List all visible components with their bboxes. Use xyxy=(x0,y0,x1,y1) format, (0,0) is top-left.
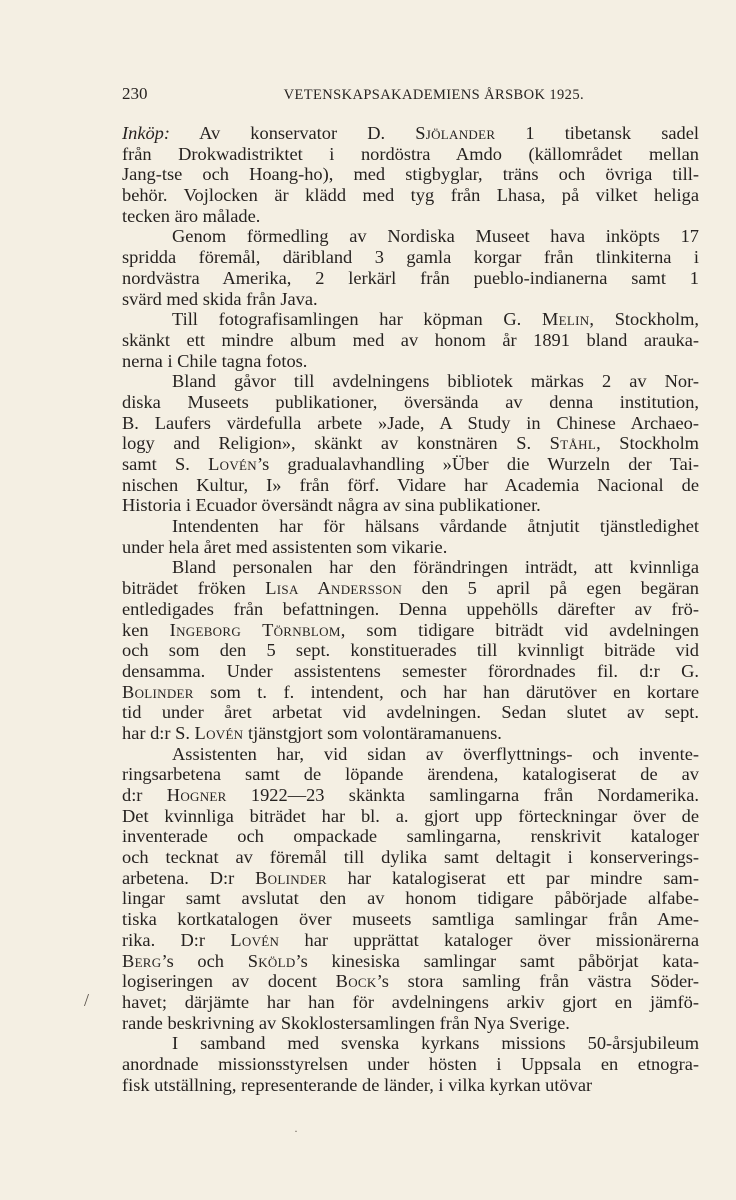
name-small-caps: Sköld xyxy=(247,950,296,971)
name-small-caps: Lovén xyxy=(208,454,257,474)
text-run: densamma. Under assistentens semester förordnades fil. d:r G. xyxy=(122,660,699,681)
text-line xyxy=(122,371,699,392)
text-run: 1 tibetansk sadel xyxy=(495,123,699,143)
name-small-caps: Ståhl xyxy=(549,433,597,454)
page-number: 230 xyxy=(122,84,148,103)
text-run: , Stockholm, xyxy=(589,309,699,330)
text-run: biträdet fröken xyxy=(122,578,266,599)
text-run: Bland gåvor till avdelningens bibliotek märkas 2 av Nor- xyxy=(172,371,699,392)
text-run: ’s gradualavhandling »Über die Wurzeln der Tai- xyxy=(256,454,699,474)
text-run: I samband med svenska kyrkans missions 50-årsjubileum xyxy=(172,1033,699,1054)
text-run: ’s kinesiska samlingar samt påbörjat kata- xyxy=(295,950,699,971)
text-line xyxy=(122,599,699,620)
bottom-dot-mark: · xyxy=(294,1124,298,1138)
text-line xyxy=(122,764,699,785)
text-run: Av konservator D. xyxy=(170,123,416,143)
text-line xyxy=(122,744,699,765)
name-small-caps: Bolinder xyxy=(255,867,327,888)
text-run: den 5 april på egen begäran xyxy=(402,578,699,599)
text-line xyxy=(122,495,699,516)
text-run: Det kvinnliga biträdet har bl. a. gjort upp förteckningar över de xyxy=(122,805,699,826)
text-line xyxy=(122,702,699,723)
text-line xyxy=(122,330,699,351)
name-small-caps: Ingeborg Törnblom xyxy=(169,619,341,640)
text-line xyxy=(122,413,699,434)
text-run: arbetena. D:r xyxy=(122,867,256,888)
text-run: havet; därjämte har han för avdelningens arkiv gjort en jämfö- xyxy=(122,991,699,1012)
text-run: Intendenten har för hälsans vårdande åtnjutit tjänstledighet xyxy=(172,516,699,537)
text-run: , som tidigare biträdt vid avdelningen xyxy=(340,619,699,640)
text-line xyxy=(122,578,699,599)
text-run: entledigades från befattningen. Denna uppehölls därefter av frö- xyxy=(122,598,699,619)
text-run: och som den 5 sept. konstituerades till kvinnligt biträde vid xyxy=(122,640,699,661)
text-run: logiseringen av docent xyxy=(122,971,336,992)
text-line xyxy=(122,557,699,578)
text-line xyxy=(122,909,699,930)
text-line xyxy=(122,661,699,682)
text-run: ken xyxy=(122,619,170,640)
text-run: logy and Religion», skänkt av konstnären S. xyxy=(122,433,550,454)
text-run: fisk utställning, representerande de länder, i vilka kyrkan utövar xyxy=(122,1074,593,1095)
text-run: spridda föremål, däribland 3 gamla korgar från tlinkiterna i xyxy=(122,247,699,268)
text-run: inventerade och ompackade samlingarna, renskrivit kataloger xyxy=(122,826,699,847)
running-header xyxy=(122,84,584,104)
text-run: rande beskrivning av Skoklostersamlingen från Nya Sverige. xyxy=(122,1012,570,1033)
text-run: tiska kortkatalogen över museets samtliga samlingar från Ame- xyxy=(122,909,699,930)
text-line xyxy=(122,123,699,144)
name-small-caps: Lovén xyxy=(230,929,280,950)
text-run: rika. D:r xyxy=(122,929,231,950)
text-run: som t. f. intendent, och har han därutöver en kortare xyxy=(193,681,699,702)
text-run: nischen Kultur, I» från förf. Vidare har Academia Nacional de xyxy=(122,474,699,495)
text-line xyxy=(122,847,699,868)
text-run: diska Museets publikationer, översända av denna institution, xyxy=(122,391,699,412)
text-line xyxy=(122,868,699,889)
text-line xyxy=(122,309,699,330)
text-run: har katalogiserat ett par mindre sam- xyxy=(326,867,699,888)
text-line xyxy=(122,1054,699,1075)
text-run: 1922—23 skänkta samlingarna från Nordamerika. xyxy=(226,785,699,805)
text-run: från Drokwadistriktet i nordöstra Amdo (källområdet mellan xyxy=(122,143,699,164)
text-line xyxy=(122,1013,699,1034)
running-title: VETENSKAPSAKADEMIENS ÅRSBOK 1925. xyxy=(283,87,584,103)
text-run: ’s och xyxy=(161,950,248,971)
text-line xyxy=(122,1033,699,1054)
text-run: Assistenten har, vid sidan av överflyttnings- och invente- xyxy=(172,743,699,764)
text-line xyxy=(122,144,699,165)
text-line xyxy=(122,516,699,537)
text-run: anordnade missionsstyrelsen under hösten i Uppsala en etnogra- xyxy=(122,1053,699,1074)
text-run: nordvästra Amerika, 2 lerkärl från pueblo-indianerna samt 1 xyxy=(122,267,699,288)
body-text xyxy=(122,123,699,1095)
name-small-caps: Hogner xyxy=(166,785,227,805)
text-run: behör. Vojlocken är klädd med tyg från Lhasa, på vilket heliga xyxy=(122,185,699,206)
text-line xyxy=(122,620,699,641)
text-line xyxy=(122,433,699,454)
text-line xyxy=(122,826,699,847)
text-run: skänkt ett mindre album med av honom år 1891 bland arauka- xyxy=(122,329,699,350)
text-run: Jang-tse och Hoang-ho), med stigbyglar, träns och övriga till- xyxy=(122,164,699,185)
text-line xyxy=(122,537,699,558)
text-line xyxy=(122,185,699,206)
text-line xyxy=(122,888,699,909)
text-line xyxy=(122,247,699,268)
italic-lead: Inköp: xyxy=(122,123,170,143)
text-line xyxy=(122,164,699,185)
text-line xyxy=(122,930,699,951)
text-run: samt S. xyxy=(122,454,209,474)
text-run: nerna i Chile tagna fotos. xyxy=(122,350,308,371)
margin-pencil-mark: / xyxy=(84,990,90,1010)
text-line xyxy=(122,268,699,289)
name-small-caps: Melin xyxy=(541,309,590,330)
text-line xyxy=(122,640,699,661)
name-small-caps: Lisa Andersson xyxy=(265,578,403,599)
text-line xyxy=(122,992,699,1013)
text-run: ringsarbetena samt de löpande ärendena, katalogiserat de av xyxy=(122,764,699,785)
name-small-caps: Berg xyxy=(122,950,162,971)
text-line xyxy=(122,206,699,227)
text-run: tid under året arbetat vid avdelningen. Sedan slutet av sept. xyxy=(122,702,699,723)
text-run: har upprättat kataloger över missionärerna xyxy=(279,929,699,950)
text-line xyxy=(122,226,699,247)
text-line xyxy=(122,785,699,806)
text-line xyxy=(122,475,699,496)
text-run: B. Laufers värdefulla arbete »Jade, A Study in Chinese Archaeo- xyxy=(122,412,699,433)
text-line xyxy=(122,682,699,703)
name-small-caps: Bolinder xyxy=(122,681,194,702)
text-run: ’s stora samling från västra Söder- xyxy=(376,971,699,992)
text-line xyxy=(122,1075,699,1096)
text-run: Till fotografisamlingen har köpman G. xyxy=(172,309,542,330)
text-run: Historia i Ecuador översändt några av sina publikationer. xyxy=(122,495,541,516)
text-line xyxy=(122,951,699,972)
text-line xyxy=(122,806,699,827)
text-line xyxy=(122,351,699,372)
text-run: Genom förmedling av Nordiska Museet hava inköpts 17 xyxy=(172,226,699,247)
text-run: tjänstgjort som volontäramanuens. xyxy=(243,722,502,743)
text-run: tecken äro målade. xyxy=(122,205,261,226)
name-small-caps: Bock xyxy=(335,971,377,992)
text-line xyxy=(122,289,699,310)
text-line xyxy=(122,723,699,744)
name-small-caps: Lovén xyxy=(194,722,244,743)
name-small-caps: Sjölander xyxy=(415,123,496,143)
text-run: svärd med skida från Java. xyxy=(122,288,318,309)
text-run: Bland personalen har den förändringen inträdt, att kvinnliga xyxy=(172,557,699,578)
text-run: lingar samt avslutat den av honom tidigare påbörjade alfabe- xyxy=(122,888,699,909)
text-line xyxy=(122,392,699,413)
text-run: har d:r S. xyxy=(122,722,195,743)
text-run: under hela året med assistenten som vikarie. xyxy=(122,536,448,557)
text-run: d:r xyxy=(122,785,167,805)
text-line xyxy=(122,971,699,992)
text-line xyxy=(122,454,699,475)
text-run: , Stockholm xyxy=(596,433,699,454)
text-run: och tecknat av föremål till dylika samt deltagit i konserverings- xyxy=(122,847,699,868)
